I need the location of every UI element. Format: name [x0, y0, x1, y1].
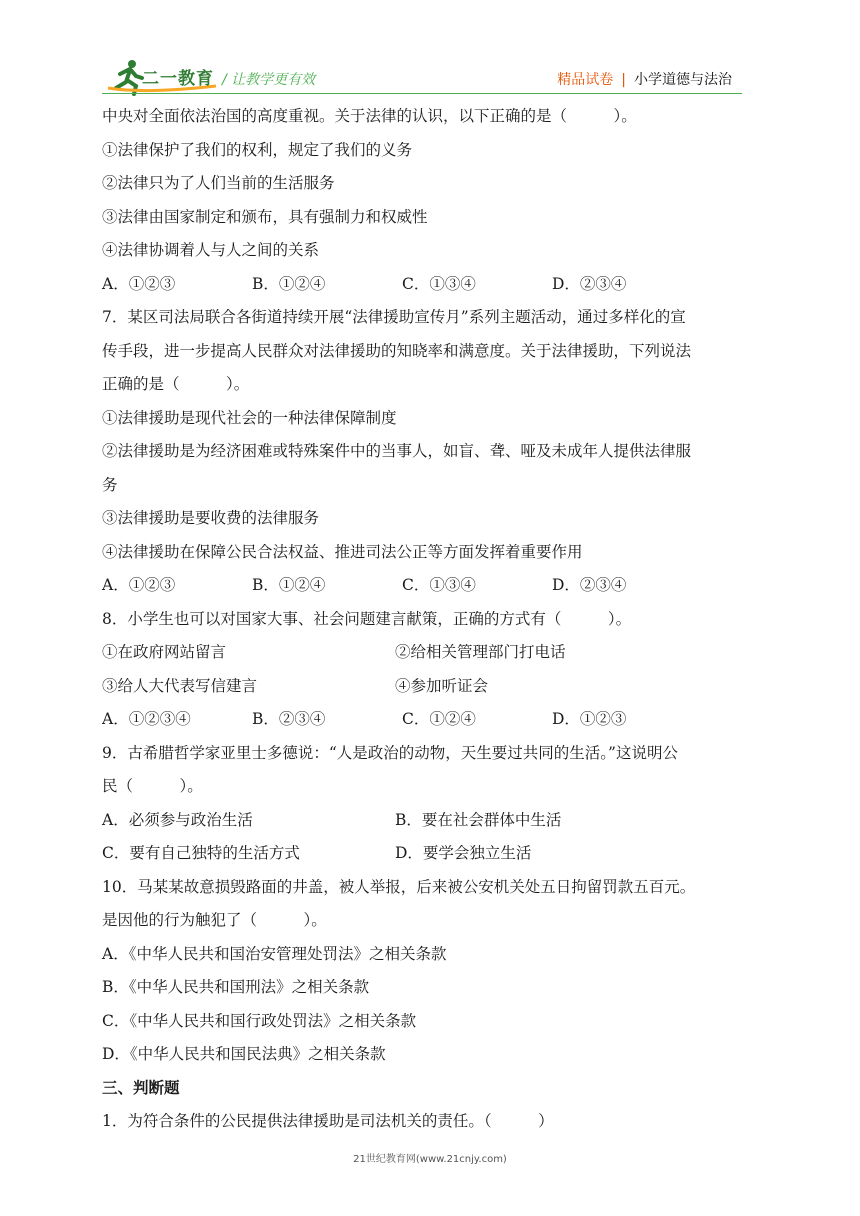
- page-footer: 21世纪教育网(www.21cnjy.com): [353, 1154, 507, 1165]
- q8-item: ④参加听证会: [395, 676, 489, 695]
- q7-item: ③法律援助是要收费的法律服务: [102, 509, 320, 527]
- q8-items-row: [102, 636, 772, 670]
- option-a: A．①②③: [102, 576, 176, 594]
- option-b: B．②③④: [252, 710, 326, 728]
- q7-options: [102, 569, 772, 603]
- q9-options-row: [102, 837, 772, 871]
- q8-stem: 8．小学生也可以对国家大事、社会问题建言献策，正确的方式有（ ）。: [102, 609, 632, 628]
- q9-stem: 9．古希腊哲学家亚里士多德说：“人是政治的动物，天生要过共同的生活。”这说明公: [102, 743, 678, 762]
- page-header: [0, 0, 860, 100]
- option-c: C．①③④: [402, 274, 476, 293]
- q10-stem: 10．马某某故意损毁路面的井盖，被人举报，后来被公安机关处五日拘留罚款五百元。: [102, 877, 696, 896]
- header-divider: [102, 93, 742, 94]
- option-a: A．《中华人民共和国治安管理处罚法》之相关条款: [102, 944, 447, 963]
- brand-slogan: / 让教学更有效: [222, 72, 316, 88]
- subject-label: 小学道德与法治: [634, 72, 732, 88]
- q8-item: ②给相关管理部门打电话: [395, 643, 566, 661]
- document-body: [102, 100, 772, 1139]
- q7-item: ②法律援助是为经济困难或特殊案件中的当事人，如盲、聋、哑及未成年人提供法律服: [102, 442, 692, 460]
- header-separator: |: [621, 72, 626, 88]
- q9-options-row: [102, 804, 772, 838]
- option-a: A．①②③: [102, 274, 176, 293]
- q6-item: ③法律由国家制定和颁布，具有强制力和权威性: [102, 207, 428, 226]
- option-b: B．①②④: [252, 576, 326, 594]
- q6-stem: 中央对全面依法治国的高度重视。关于法律的认识，以下正确的是（ ）。: [102, 107, 637, 125]
- option-a: A．必须参与政治生活: [102, 810, 253, 829]
- q7-stem: 传手段，进一步提高人民群众对法律援助的知晓率和满意度。关于法律援助，下列说法: [102, 341, 692, 360]
- judge-q1: 1．为符合条件的公民提供法律援助是司法机关的责任。（ ）: [102, 1112, 554, 1130]
- option-d: D．②③④: [552, 576, 627, 594]
- option-c: C．①③④: [402, 576, 476, 594]
- paper-tag: 精品试卷: [557, 72, 614, 88]
- q8-items-row: [102, 670, 772, 704]
- option-c: C．《中华人民共和国行政处罚法》之相关条款: [102, 1011, 417, 1030]
- option-b: B．《中华人民共和国刑法》之相关条款: [102, 978, 370, 996]
- option-d: D．②③④: [552, 274, 627, 293]
- section-heading: 三、判断题: [102, 1078, 180, 1097]
- q7-item: 务: [102, 475, 118, 494]
- q10-stem: 是因他的行为触犯了（ ）。: [102, 911, 327, 929]
- option-c: C．①②④: [402, 710, 476, 728]
- q8-options: [102, 703, 772, 737]
- q7-item: ④法律援助在保障公民合法权益、推进司法公正等方面发挥着重要作用: [102, 542, 583, 561]
- option-a: A．①②③④: [102, 710, 191, 728]
- header-right: [557, 69, 732, 89]
- q6-options: [102, 268, 772, 302]
- q8-item: ③给人大代表写信建言: [102, 676, 258, 695]
- option-d: D．①②③: [552, 710, 627, 728]
- q7-stem: 7．某区司法局联合各街道持续开展“法律援助宣传月”系列主题活动，通过多样化的宣: [102, 308, 686, 326]
- option-b: B．①②④: [252, 274, 326, 293]
- q6-item: ①法律保护了我们的权利，规定了我们的义务: [102, 140, 413, 159]
- q8-item: ①在政府网站留言: [102, 643, 227, 661]
- option-b: B．要在社会群体中生活: [395, 810, 562, 829]
- option-d: D．要学会独立生活: [395, 844, 532, 862]
- q6-item: ②法律只为了人们当前的生活服务: [102, 174, 335, 192]
- q9-stem: 民（ ）。: [102, 777, 203, 795]
- brand-name: 二一教育: [142, 69, 214, 89]
- q6-item: ④法律协调着人与人之间的关系: [102, 241, 320, 259]
- option-d: D．《中华人民共和国民法典》之相关条款: [102, 1045, 386, 1063]
- option-c: C．要有自己独特的生活方式: [102, 844, 300, 862]
- q7-stem: 正确的是（ ）。: [102, 375, 250, 393]
- q7-item: ①法律援助是现代社会的一种法律保障制度: [102, 408, 397, 427]
